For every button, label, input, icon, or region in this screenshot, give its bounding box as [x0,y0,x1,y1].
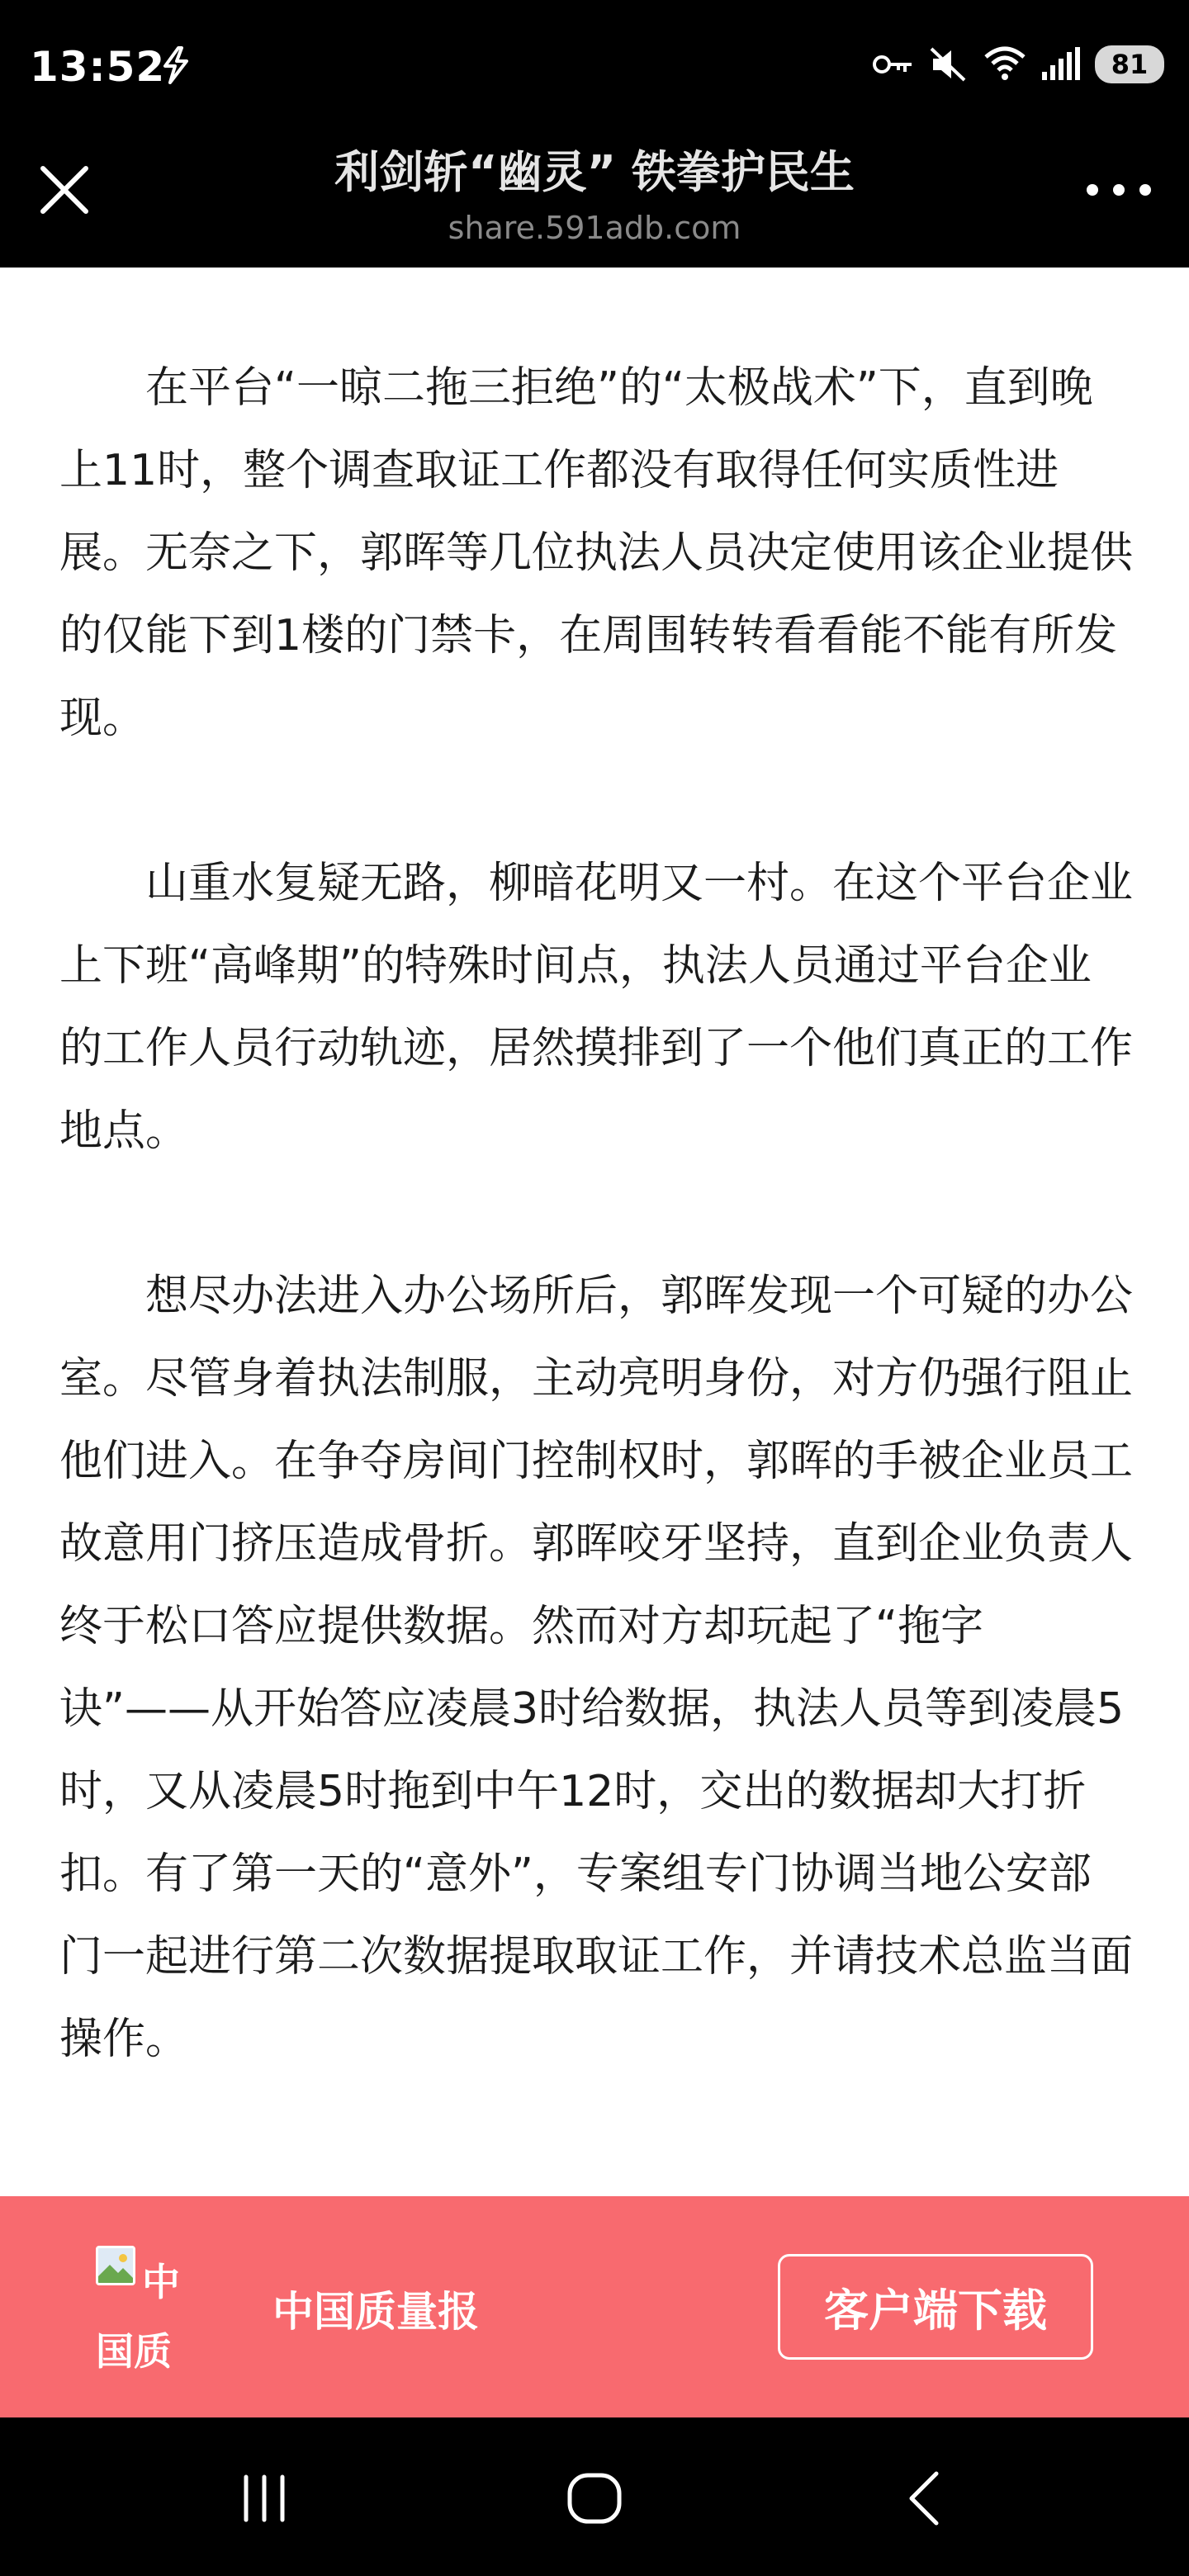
brand-name: 中国质量报 [272,2288,479,2336]
battery-indicator: 81 [1095,45,1164,83]
status-bar [0,0,1189,134]
page-url: share.591adb.com [448,210,741,246]
more-icon-dot [1139,184,1151,196]
back-icon[interactable] [897,2469,956,2528]
recents-icon[interactable] [234,2469,294,2528]
wifi-icon [983,45,1027,83]
bolt-icon [159,46,192,84]
more-icon-dot [1087,184,1098,196]
article-paragraph: 想尽办法进入办公场所后，郭晖发现一个可疑的办公室。尽管身着执法制服，主动亮明身份，对方仍强行阻止他们进入。在争夺房间门控制权时，郭晖的手被企业员工故意用门挤压造成骨折。郭晖咬牙坚持，直到企业负责人终于松口答应提供数据。然而对方却玩起了“拖字诀”——从开始答应凌晨3时给数据，执法人员等到凌晨5时，又从凌晨5时拖到中午12时，交出的数据却大打折扣。有了第一天的“意外”，专案组专门协调当地公安部门一起进行第二次数据提取取证工作，并请技术总监当面操作。 [59,1271,1134,2064]
status-icons [870,41,1164,88]
broken-image-icon [96,2246,135,2285]
article-body [59,347,1133,2163]
status-time: 13:52 [30,43,166,91]
more-icon-dot [1113,184,1125,196]
more-options-button[interactable] [1082,170,1156,210]
article-paragraph: 在平台“一晾二拖三拒绝”的“太极战术”下，直到晚上11时，整个调查取证工作都没有取得任何实质性进展。无奈之下，郭晖等几位执法人员决定使用该企业提供的仅能下到1楼的门禁卡，在周围转转看看能不能有所发现。 [59,363,1134,743]
article-paragraph: 山重水复疑无路，柳暗花明又一村。在这个平台企业上下班“高峰期”的特殊时间点，执法人员通过平台企业的工作人员行动轨迹，居然摸排到了一个他们真正的工作地点。 [59,859,1134,1156]
home-icon[interactable] [565,2469,624,2528]
key-icon [870,45,915,83]
page-title: 利剑斩“幽灵” 铁拳护民生 [334,146,855,198]
mute-icon [926,45,971,83]
logo-alt-text: 中国质 [96,2260,180,2374]
signal-icon [1039,45,1083,83]
download-client-button[interactable]: 客户端下载 [778,2254,1093,2360]
